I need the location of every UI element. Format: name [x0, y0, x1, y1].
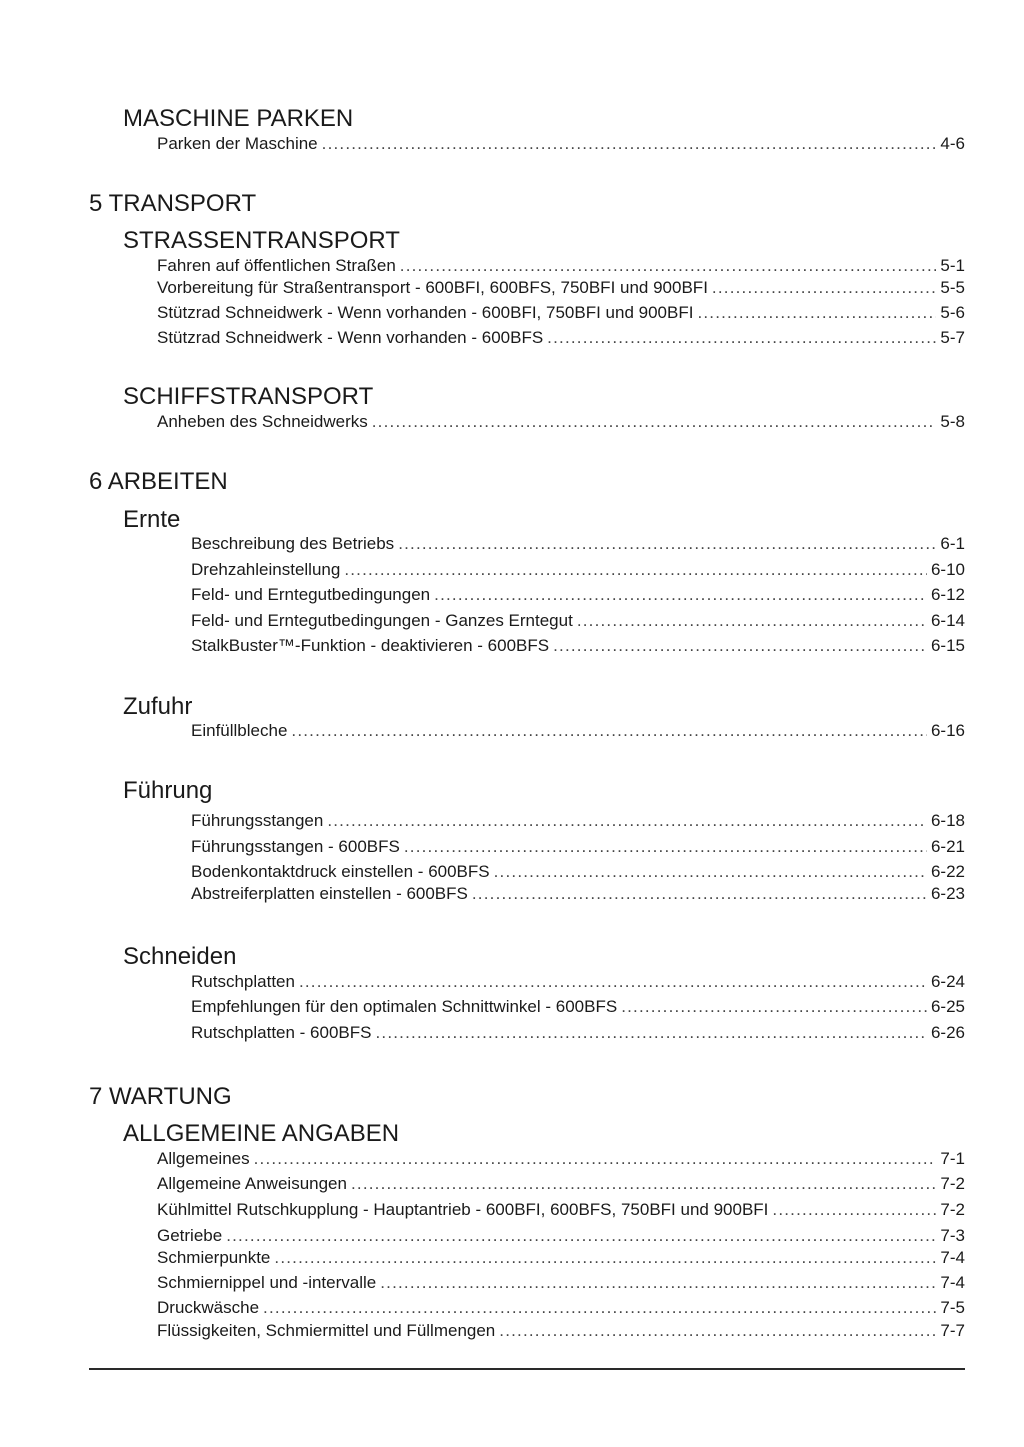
toc-entry[interactable] [157, 411, 965, 433]
section-title-maschine-parken: MASCHINE PARKEN [123, 105, 354, 132]
toc-entry-text: Empfehlungen für den optimalen Schnittwinkel - 600BFS [191, 997, 618, 1016]
toc-entry-page: 6-23 [930, 884, 965, 903]
dot-leader [299, 971, 927, 993]
toc-entry-text: Stützrad Schneidwerk - Wenn vorhanden - 600BFI, 750BFI und 900BFI [157, 303, 694, 322]
toc-entry-text: Schmiernippel und -intervalle [157, 1273, 377, 1292]
toc-entry[interactable] [157, 1247, 965, 1269]
toc-entry-page: 6-10 [930, 560, 965, 579]
toc-entry-text: Vorbereitung für Straßentransport - 600BFI, 600BFS, 750BFI und 900BFI [157, 278, 708, 297]
section-title-fuehrung: Führung [123, 777, 213, 804]
section-title-strassentransport: STRASSENTRANSPORT [123, 227, 400, 254]
toc-entry-text: Einfüllbleche [191, 721, 288, 740]
toc-entry-text: Druckwäsche [157, 1298, 260, 1317]
dot-leader [697, 302, 936, 324]
toc-entry-text: Drehzahleinstellung [191, 560, 341, 579]
toc-entry[interactable] [157, 1225, 965, 1247]
toc-entry-page: 7-3 [940, 1226, 965, 1245]
dot-leader [344, 559, 927, 581]
dot-leader [398, 533, 936, 555]
dot-leader [553, 635, 927, 657]
section-title-ernte: Ernte [123, 506, 181, 533]
toc-entry-text: Getriebe [157, 1226, 223, 1245]
dot-leader [372, 411, 937, 433]
toc-entry-page: 6-25 [930, 997, 965, 1016]
dot-leader [351, 1173, 936, 1195]
section-title-allgemeine-angaben: ALLGEMEINE ANGABEN [123, 1120, 400, 1147]
toc-entry-page: 7-1 [940, 1149, 965, 1168]
dot-leader [499, 1320, 936, 1342]
dot-leader [404, 836, 927, 858]
toc-entry-page: 6-1 [940, 534, 965, 553]
toc-entry-text: Allgemeine Anweisungen [157, 1174, 347, 1193]
toc-entry[interactable] [157, 255, 965, 277]
section-title-schneiden: Schneiden [123, 943, 237, 970]
toc-entry-text: Abstreiferplatten einstellen - 600BFS [191, 884, 468, 903]
toc-entry-text: Fahren auf öffentlichen Straßen [157, 256, 396, 275]
toc-entry[interactable] [157, 277, 965, 299]
toc-entry-text: Führungsstangen [191, 811, 324, 830]
toc-entry-page: 7-4 [940, 1273, 965, 1292]
dot-leader [577, 610, 927, 632]
toc-entry-text: Rutschplatten [191, 972, 295, 991]
toc-entry[interactable] [157, 302, 965, 324]
toc-entry[interactable] [191, 1022, 965, 1044]
toc-entry-text: Allgemeines [157, 1149, 250, 1168]
toc-entry-page: 6-26 [930, 1023, 965, 1042]
toc-entry[interactable] [157, 1148, 965, 1170]
toc-entry-text: Feld- und Erntegutbedingungen [191, 585, 431, 604]
toc-entry-page: 5-5 [940, 278, 965, 297]
toc-entry-page: 6-24 [930, 972, 965, 991]
toc-entry-page: 7-7 [940, 1321, 965, 1340]
toc-entry-page: 7-5 [940, 1298, 965, 1317]
dot-leader [380, 1272, 936, 1294]
toc-entry-page: 6-14 [930, 611, 965, 630]
dot-leader [226, 1225, 936, 1247]
toc-entry-page: 7-4 [940, 1248, 965, 1267]
toc-entry[interactable] [191, 635, 965, 657]
dot-leader [712, 277, 937, 299]
toc-entry-page: 5-7 [940, 328, 965, 347]
toc-entry-text: Feld- und Erntegutbedingungen - Ganzes Erntegut [191, 611, 573, 630]
toc-entry[interactable] [157, 1199, 965, 1221]
toc-entry-page: 6-22 [930, 862, 965, 881]
toc-entry-text: Stützrad Schneidwerk - Wenn vorhanden - 600BFS [157, 328, 544, 347]
toc-entry[interactable] [191, 996, 965, 1018]
toc-entry-text: Schmierpunkte [157, 1248, 271, 1267]
toc-entry-page: 5-1 [940, 256, 965, 275]
dot-leader [254, 1148, 937, 1170]
chapter-heading-wartung: 7 WARTUNG [89, 1083, 232, 1110]
toc-entry-text: Bodenkontaktdruck einstellen - 600BFS [191, 862, 490, 881]
dot-leader [400, 255, 937, 277]
dot-leader [547, 327, 936, 349]
dot-leader [494, 861, 927, 883]
toc-entry[interactable] [157, 1173, 965, 1195]
toc-entry[interactable] [191, 584, 965, 606]
dot-leader [472, 883, 927, 905]
toc-entry[interactable] [191, 883, 965, 905]
toc-entry-text: Führungsstangen - 600BFS [191, 837, 400, 856]
toc-entry[interactable] [191, 559, 965, 581]
dot-leader [375, 1022, 926, 1044]
toc-entry[interactable] [157, 327, 965, 349]
dot-leader [291, 720, 927, 742]
dot-leader [434, 584, 927, 606]
section-title-schiffstransport: SCHIFFSTRANSPORT [123, 383, 374, 410]
toc-entry-page: 7-2 [940, 1200, 965, 1219]
footer-divider [89, 1368, 965, 1370]
toc-entry[interactable] [191, 610, 965, 632]
dot-leader [274, 1247, 936, 1269]
toc-entry-page: 4-6 [940, 134, 965, 153]
dot-leader [263, 1297, 936, 1319]
dot-leader [772, 1199, 936, 1221]
toc-entry-text: Beschreibung des Betriebs [191, 534, 395, 553]
toc-entry[interactable] [191, 971, 965, 993]
toc-entry[interactable] [191, 533, 965, 555]
toc-entry[interactable] [191, 810, 965, 832]
toc-entry-page: 5-6 [940, 303, 965, 322]
toc-entry[interactable] [191, 720, 965, 742]
toc-entry-page: 6-16 [930, 721, 965, 740]
dot-leader [322, 133, 937, 155]
toc-entry-text: Kühlmittel Rutschkupplung - Hauptantrieb - 600BFI, 600BFS, 750BFI und 900BFI [157, 1200, 769, 1219]
toc-entry-page: 6-18 [930, 811, 965, 830]
chapter-heading-arbeiten: 6 ARBEITEN [89, 468, 228, 495]
toc-entry-page: 5-8 [940, 412, 965, 431]
toc-entry[interactable] [157, 1297, 965, 1319]
toc-entry-text: Parken der Maschine [157, 134, 318, 153]
toc-entry[interactable] [157, 133, 965, 155]
toc-entry-page: 6-15 [930, 636, 965, 655]
toc-entry-text: Flüssigkeiten, Schmiermittel und Füllmengen [157, 1321, 496, 1340]
toc-entry[interactable] [191, 861, 965, 883]
toc-entry-text: Anheben des Schneidwerks [157, 412, 368, 431]
section-title-zufuhr: Zufuhr [123, 693, 193, 720]
toc-entry-page: 7-2 [940, 1174, 965, 1193]
dot-leader [621, 996, 927, 1018]
toc-entry[interactable] [157, 1320, 965, 1342]
toc-entry-page: 6-12 [930, 585, 965, 604]
toc-entry-text: StalkBuster™-Funktion - deaktivieren - 600BFS [191, 636, 550, 655]
toc-entry-text: Rutschplatten - 600BFS [191, 1023, 372, 1042]
dot-leader [327, 810, 927, 832]
chapter-heading-transport: 5 TRANSPORT [89, 190, 257, 217]
toc-entry[interactable] [191, 836, 965, 858]
toc-entry[interactable] [157, 1272, 965, 1294]
toc-entry-page: 6-21 [930, 837, 965, 856]
